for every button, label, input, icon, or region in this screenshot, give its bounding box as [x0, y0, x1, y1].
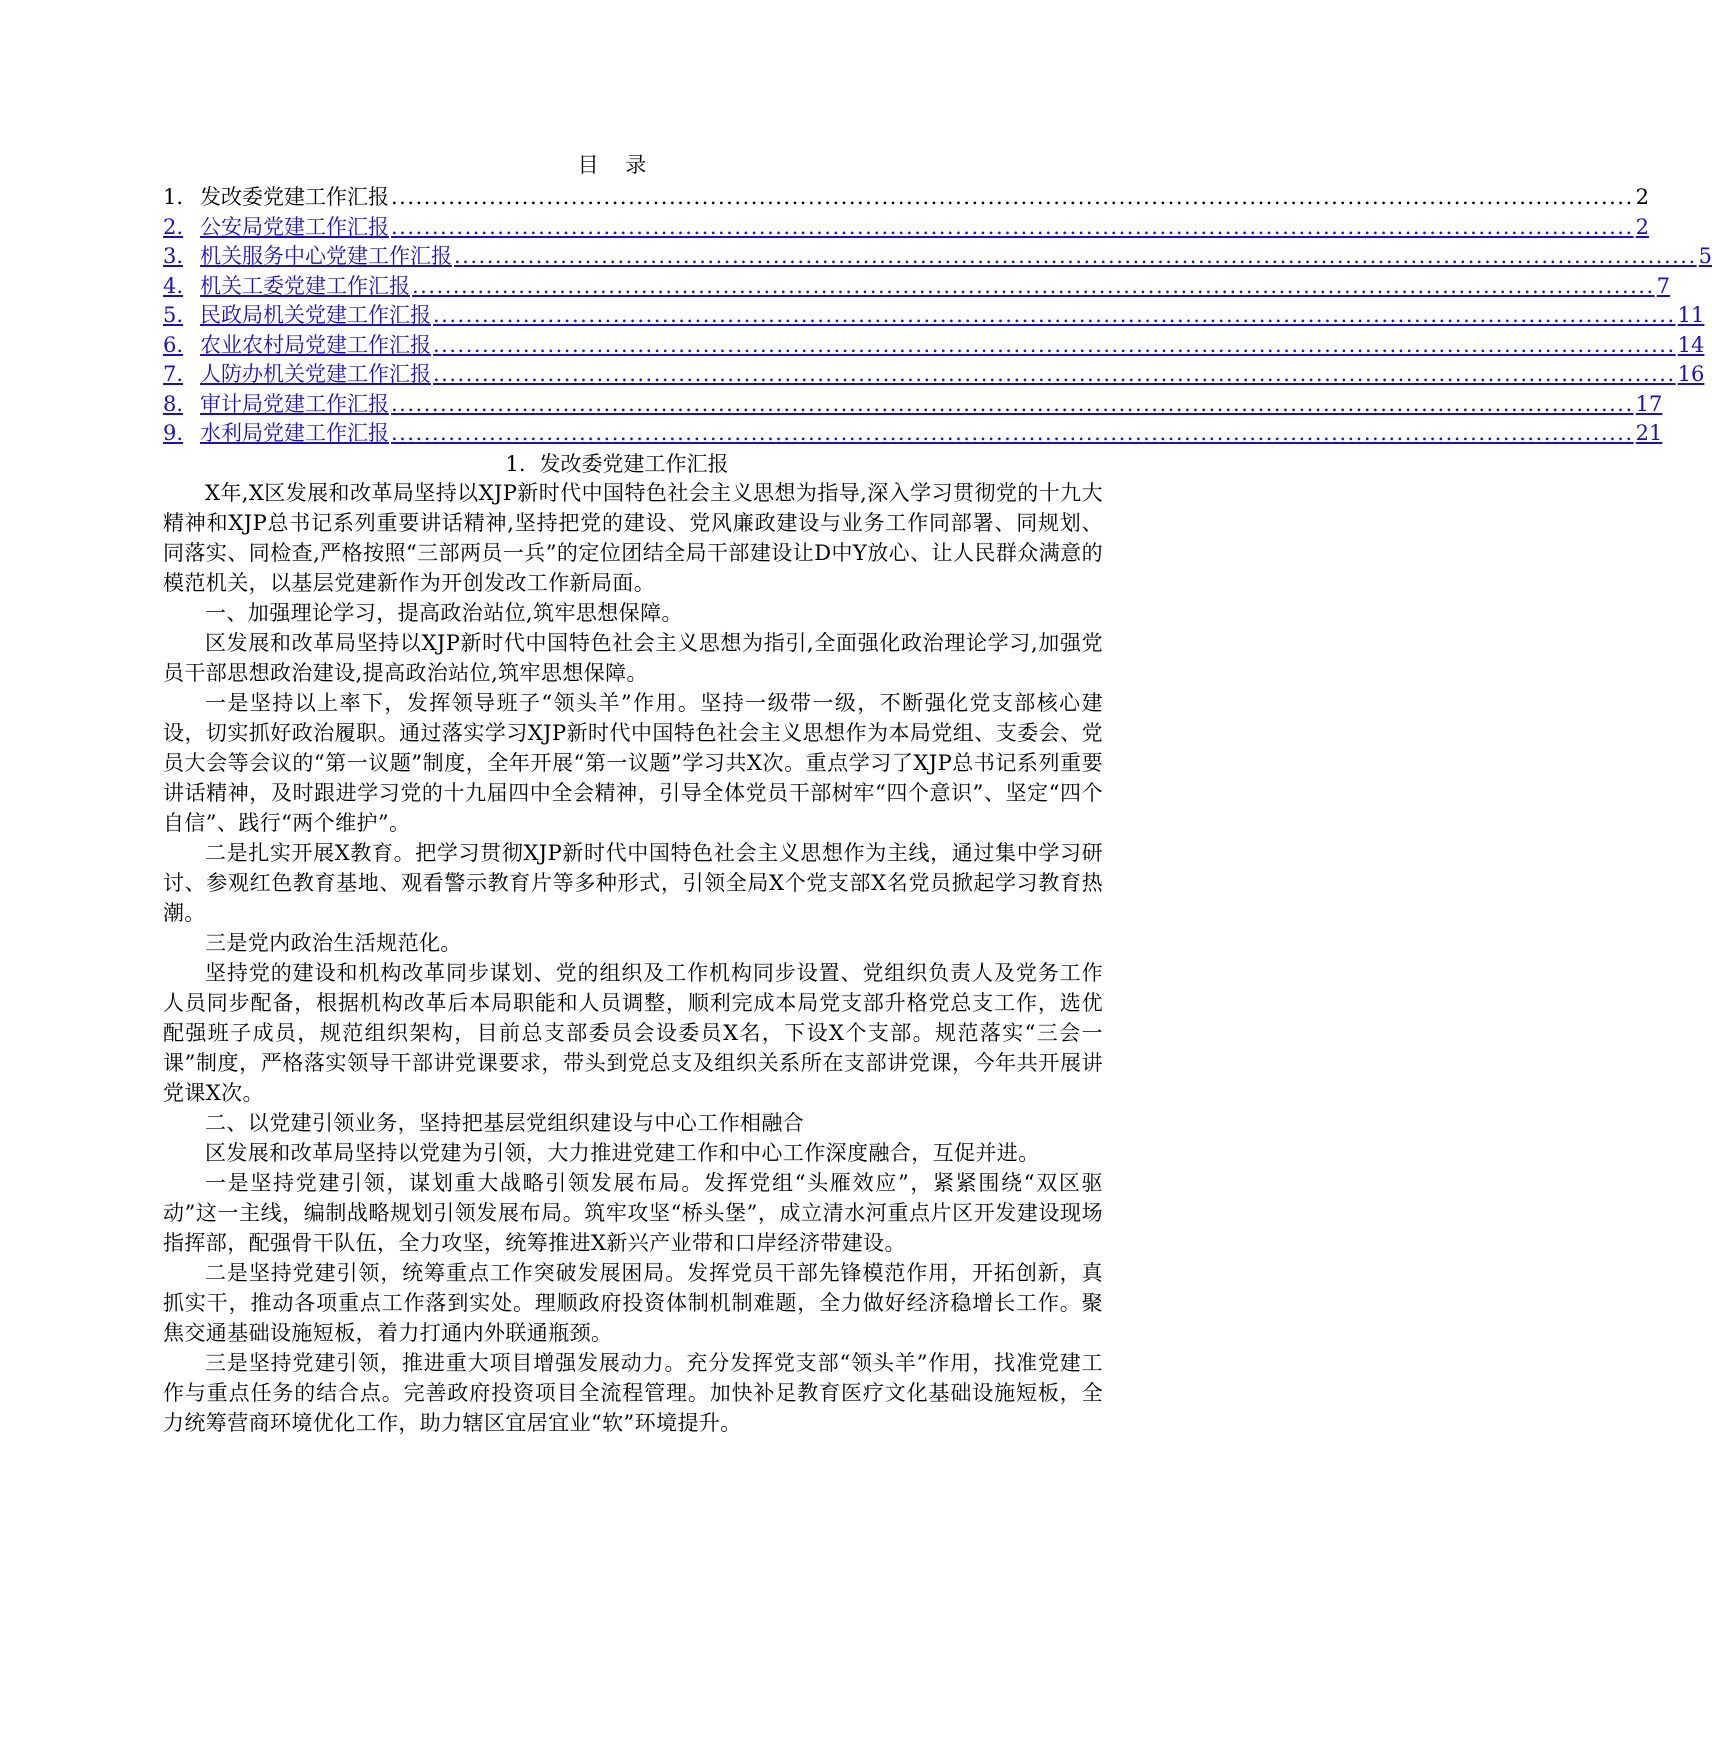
toc-entry-title: 水利局党建工作汇报 [200, 421, 389, 445]
toc-entry-1 [163, 183, 1650, 213]
paragraph-intro: X年,X区发展和改革局坚持以XJP新时代中国特色社会主义思想为指导,深入学习贯彻党的十九大精神和XJP总书记系列重要讲话精神,坚持把党的建设、党风廉政建设与业务工作同部署、同规划、同落实、同检查,严格按照“三部两员一兵”的定位团结全局干部建设让D中Y放心、让人民群众满意的模范机关，以基层党建新作为开创发改工作新局面。 [163, 481, 1103, 595]
toc-leader-dots: ........................................................................................................................................................ [391, 421, 1634, 445]
toc-leader-dots: ........................................................................................................................................................ [433, 332, 1676, 357]
subheading-party-leads-business: 二、以党建引领业务，坚持把基层党组织建设与中心工作相融合 [205, 1111, 805, 1135]
toc-leader-dots: ........................................................................................................................................................ [391, 214, 1634, 239]
toc-entry-title: 人防办机关党建工作汇报 [200, 362, 431, 386]
toc-entry-page: 5 [1698, 244, 1712, 268]
paragraph-integration: 区发展和改革局坚持以党建为引领，大力推进党建工作和中心工作深度融合，互促并进。 [205, 1141, 1040, 1165]
toc-entry-number: 6. [163, 332, 184, 357]
toc-entry-page: 21 [1635, 421, 1663, 445]
paragraph-strategy: 一是坚持党建引领，谋划重大战略引领发展布局。发挥党组“头雁效应”，紧紧围绕“双区驱动”这一主线，编制战略规划引领发展布局。筑牢攻坚“桥头堡”，成立清水河重点片区开发建设现场指挥部，配强骨干队伍，全力攻坚，统筹推进X新兴产业带和口岸经济带建设。 [163, 1171, 1103, 1255]
toc-entry-7[interactable] [163, 360, 1705, 390]
paragraph-political-life: 坚持党的建设和机构改革同步谋划、党的组织及工作机构同步设置、党组织负责人及党务工作人员同步配备，根据机构改革后本局职能和人员调整，顺利完成本局党支部升格党总支工作，选优配强班子成员，规范组织架构，目前总支部委员会设委员X名，下设X个支部。规范落实“三会一课”制度，严格落实领导干部讲党课要求，带头到党总支及组织关系所在支部讲党课，今年共开展讲党课X次。 [163, 961, 1103, 1105]
toc-entry-number: 1. [163, 185, 184, 209]
paragraph-key-work: 二是坚持党建引领，统筹重点工作突破发展困局。发挥党员干部先锋模范作用，开拓创新，真抓实干，推动各项重点工作落到实处。理顺政府投资体制机制难题，全力做好经济稳增长工作。聚焦交通基础设施短板，着力打通内外联通瓶颈。 [163, 1261, 1103, 1345]
toc-entry-9[interactable] [163, 419, 1663, 449]
section-number: 1. [505, 452, 526, 476]
toc-entry-2[interactable] [163, 213, 1650, 243]
toc-leader-dots: ........................................................................................................................................................ [391, 185, 1634, 209]
toc-entry-page: 2 [1635, 185, 1650, 209]
toc-entry-number: 4. [163, 273, 184, 298]
toc-entry-8[interactable] [163, 390, 1663, 420]
toc-entry-page: 11 [1677, 303, 1705, 327]
toc-entry-5[interactable] [163, 301, 1705, 331]
toc-entry-title: 机关工委党建工作汇报 [200, 273, 410, 298]
toc-leader-dots: ........................................................................................................................................................ [433, 362, 1676, 386]
toc-entry-title: 农业农村局党建工作汇报 [200, 332, 431, 357]
toc-entry-page: 17 [1635, 391, 1663, 416]
report-body [163, 478, 1103, 1438]
toc-entry-4[interactable] [163, 272, 1671, 302]
toc-entry-number: 5. [163, 303, 184, 327]
subheading-theory-study: 一、加强理论学习，提高政治站位,筑牢思想保障。 [205, 601, 683, 625]
toc-entry-page: 14 [1677, 332, 1705, 357]
toc-entry-6[interactable] [163, 331, 1705, 361]
toc-entry-title: 发改委党建工作汇报 [200, 185, 389, 209]
toc-entry-title: 机关服务中心党建工作汇报 [200, 244, 452, 268]
table-of-contents [163, 183, 1712, 449]
toc-entry-page: 7 [1656, 273, 1671, 298]
toc-entry-title: 审计局党建工作汇报 [200, 391, 389, 416]
toc-entry-page: 2 [1635, 214, 1650, 239]
toc-entry-title: 公安局党建工作汇报 [200, 214, 389, 239]
subheading-political-life: 三是党内政治生活规范化。 [205, 931, 462, 955]
toc-leader-dots: ........................................................................................................................................................ [391, 391, 1634, 416]
toc-entry-number: 8. [163, 391, 184, 416]
toc-entry-3[interactable] [163, 242, 1712, 272]
toc-entry-number: 2. [163, 214, 184, 239]
toc-entry-number: 7. [163, 362, 184, 386]
paragraph-leadership: 一是坚持以上率下，发挥领导班子“领头羊”作用。坚持一级带一级，不断强化党支部核心建设，切实抓好政治履职。通过落实学习XJP新时代中国特色社会主义思想作为本局党组、支委会、党员大会等会议的“第一议题”制度，全年开展“第一议题”学习共X次。重点学习了XJP总书记系列重要讲话精神，及时跟进学习党的十九届四中全会精神，引导全体党员干部树牢“四个意识”、坚定“四个自信”、践行“两个维护”。 [163, 691, 1103, 835]
toc-entry-title: 民政局机关党建工作汇报 [200, 303, 431, 327]
section-title: 发改委党建工作汇报 [539, 452, 729, 476]
toc-leader-dots: ........................................................................................................................................................ [412, 273, 1655, 298]
toc-entry-number: 9. [163, 421, 184, 445]
paragraph-theory-study: 区发展和改革局坚持以XJP新时代中国特色社会主义思想为指引,全面强化政治理论学习,加强党员干部思想政治建设,提高政治站位,筑牢思想保障。 [163, 631, 1103, 685]
toc-entry-page: 16 [1677, 362, 1705, 386]
toc-title: 目 录 [577, 153, 657, 177]
toc-entry-number: 3. [163, 244, 184, 268]
toc-leader-dots: ........................................................................................................................................................ [433, 303, 1676, 327]
paragraph-major-projects: 三是坚持党建引领，推进重大项目增强发展动力。充分发挥党支部“领头羊”作用，找准党建工作与重点任务的结合点。完善政府投资项目全流程管理。加快补足教育医疗文化基础设施短板，全力统筹营商环境优化工作，助力辖区宜居宜业“软”环境提升。 [163, 1351, 1103, 1435]
section-heading [0, 449, 1234, 479]
paragraph-education: 二是扎实开展X教育。把学习贯彻XJP新时代中国特色社会主义思想作为主线，通过集中学习研讨、参观红色教育基地、观看警示教育片等多种形式，引领全局X个党支部X名党员掀起学习教育热潮。 [163, 841, 1103, 925]
toc-leader-dots: ........................................................................................................................................................ [454, 244, 1697, 268]
